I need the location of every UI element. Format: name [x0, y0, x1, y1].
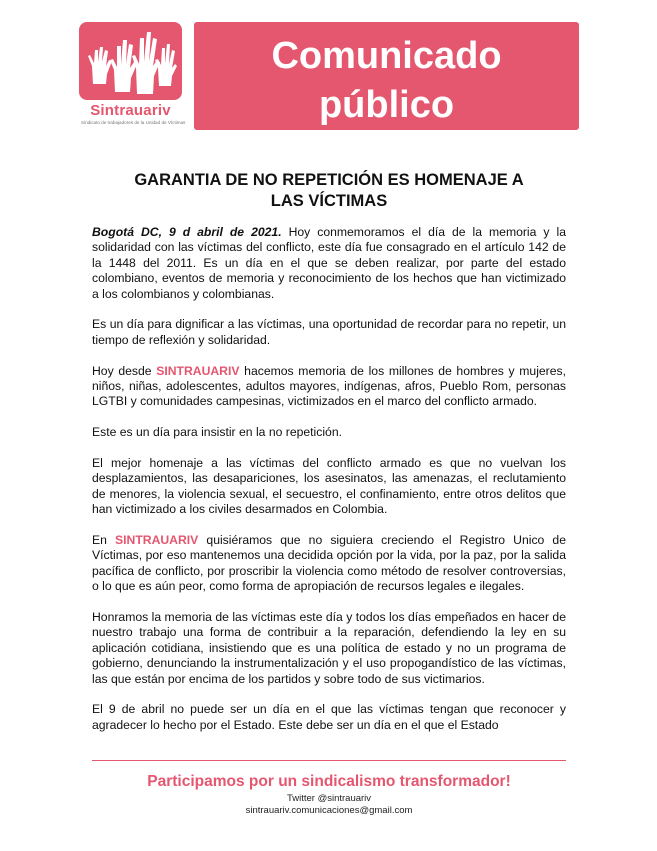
twitter-handle: Twitter @sintrauariv — [286, 793, 372, 804]
org-name-highlight: SINTRAUARIV — [156, 363, 240, 378]
paragraph-5: El mejor homenaje a las víctimas del conflicto armado es que no vuelvan los desplazamientos, las desapariciones, los asesinatos, las amenazas, el reclutamiento de menores, la violencia sexual, el secuestro, el confinamiento, entre otros delitos que han victimizado a los civiles desarmados en Colombia. — [92, 456, 566, 517]
banner-title-line2: público — [318, 84, 455, 126]
document-body — [92, 225, 566, 749]
paragraph-6-lead: En — [92, 533, 116, 548]
union-logo — [79, 22, 186, 130]
raised-hands-icon — [79, 22, 182, 100]
document-headline — [92, 170, 566, 212]
paragraph-2: Es un día para dignificar a las víctimas, una oportunidad de recordar para no repetir, un tiempo de reflexión y solidaridad. — [92, 317, 566, 347]
headline-line2: LAS VÍCTIMAS — [270, 192, 388, 210]
raised-hands-emblem — [79, 22, 182, 100]
dateline: Bogotá DC, 9 d abril de 2021. — [92, 225, 282, 239]
paragraph-1 — [92, 225, 566, 302]
paragraph-3-text: hacemos memoria de los millones de hombres y mujeres, niños, niñas, adolescentes, adultos mayores, indígenas, afros, Pueblo Rom, personas LGTBI y comunidades campesinas, victimizados en el marco del conflicto armado. — [92, 363, 566, 409]
logo-subtitle: Sindicato de trabajadores de la Unidad de Víctimas — [81, 120, 186, 125]
paragraph-4: Este es un día para insistir en la no repetición. — [92, 425, 342, 440]
footer-slogan: Participamos por un sindicalismo transformador! — [147, 773, 511, 790]
org-name-highlight: SINTRAUARIV — [115, 533, 199, 548]
paragraph-6-text: quisiéramos que no siguiera creciendo el Registro Unico de Víctimas, por eso mantenemos una decidida opción por la vida, por la paz, por la salida pacífica de conflicto, por proscribir la violencia como método de resolver controversias, o lo que es aún peor, como forma de apropiación de recursos legales e ilegales. — [92, 533, 566, 594]
paragraph-3 — [92, 364, 566, 410]
paragraph-7: Honramos la memoria de las víctimas este día y todos los días empeñados en hacer de nuestro trabajo una forma de contribuir a la reparación, defendiendo la ley en su aplicación cotidiana, insistiendo que es una política de estado y no un programa de gobierno, denunciando la instrumentalización y el uso propogandístico de las víctimas, las que están por encima de los partidos y sobre todo de sus victimarios. — [92, 610, 566, 686]
contact-email: sintrauariv.comunicaciones@gmail.com — [245, 805, 413, 816]
paragraph-1-text: Hoy conmemoramos el día de la memoria y la solidaridad con las víctimas del conflicto, este día fue consagrado en el artículo 142 de la 1448 del 2011. Es un día en el que se deben realizar, por parte del estado colombiano, eventos de memoria y reconocimiento de los hechos que han victimizado a los colombianos y colombianas. — [92, 225, 566, 301]
footer-contact — [92, 793, 566, 817]
paragraph-8: El 9 de abril no puede ser un día en el que las víctimas tengan que reconocer y agradecer lo hecho por el Estado. Este debe ser un día en el que el Estado — [92, 702, 566, 732]
paragraph-3-lead: Hoy desde — [92, 363, 157, 378]
banner-title-line1: Comunicado — [271, 35, 502, 77]
paragraph-6 — [92, 533, 566, 595]
banner-title — [194, 32, 579, 130]
headline-line1: GARANTIA DE NO REPETICIÓN ES HOMENAJE A — [134, 171, 524, 189]
title-banner — [194, 22, 579, 130]
footer-divider — [92, 760, 566, 761]
logo-wordmark: Sintrauariv — [90, 102, 171, 119]
